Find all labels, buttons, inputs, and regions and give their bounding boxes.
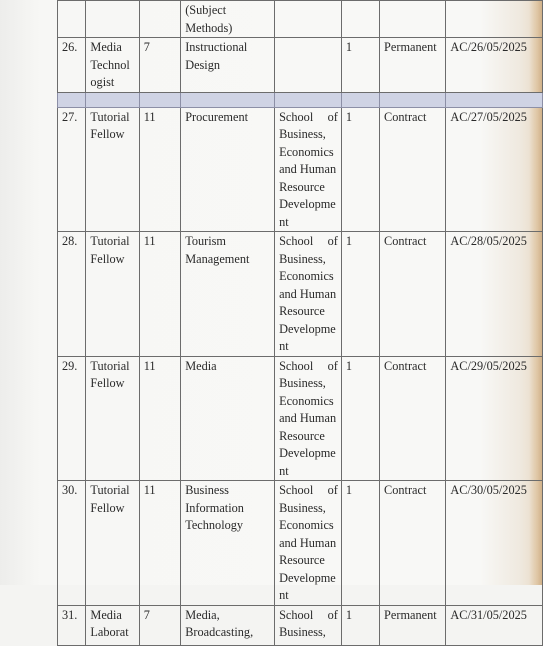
table-row (58, 605, 543, 645)
cell-text: 26. (62, 40, 78, 54)
cell-line: Fellow (90, 500, 125, 515)
cell-line: Laborat (90, 625, 129, 639)
section-divider-band (58, 92, 543, 107)
cell-subject (181, 481, 275, 606)
cell-posts (341, 356, 379, 481)
cell-line: Media, (185, 607, 220, 622)
cell-grade (139, 356, 180, 481)
cell-line: Procurement (185, 109, 249, 124)
cell-line: Technology (185, 518, 244, 532)
cell-text: 11 (143, 483, 156, 497)
cell-line: Technol (90, 57, 130, 72)
divider-cell (139, 92, 180, 107)
cell-no (58, 232, 86, 357)
school-word: of (327, 234, 338, 248)
cell-terms (380, 38, 446, 93)
subject-line: (Subject (185, 3, 227, 17)
cell-text: 1 (345, 483, 353, 497)
table-row (58, 107, 543, 232)
cell-line: Business (185, 483, 229, 497)
cell-line: nt (279, 463, 289, 478)
cell-line: Instructional (185, 40, 248, 54)
table-row (58, 356, 543, 481)
cell-line (279, 233, 338, 251)
cell-grade (139, 232, 180, 357)
cell-line: Information (185, 500, 244, 515)
cell-line: Developme (279, 197, 336, 211)
table-row (58, 38, 543, 93)
school-word: School (279, 483, 314, 497)
cell-line: Business, (279, 625, 326, 639)
cell-grade (139, 1, 180, 38)
cell-posts (341, 481, 379, 606)
cell-line: ogist (90, 75, 115, 89)
cell-ref (446, 356, 543, 481)
cell-ref (446, 38, 543, 93)
cell-posts (341, 232, 379, 357)
cell-ref (446, 1, 543, 38)
cell-text: 1 (345, 40, 353, 54)
cell-text: Contract (384, 109, 427, 124)
cell-text: Contract (384, 483, 427, 497)
cell-line: Fellow (90, 127, 125, 141)
cell-line: nt (279, 339, 289, 353)
cell-text: 29. (62, 358, 78, 373)
cell-text: AC/27/05/2025 (450, 109, 527, 124)
cell-line (279, 109, 338, 127)
cell-school (275, 107, 342, 232)
cell-school (275, 38, 342, 93)
cell-text: AC/28/05/2025 (450, 234, 527, 248)
cell-no (58, 605, 86, 645)
cell-text: 1 (345, 358, 353, 373)
cell-line: and Human (279, 162, 337, 176)
cell-ref (446, 605, 543, 645)
cell-grade (139, 481, 180, 606)
cell-no (58, 356, 86, 481)
cell-text: Permanent (384, 607, 437, 622)
school-word: School (279, 109, 314, 124)
cell-posts (341, 107, 379, 232)
cell-title (86, 38, 139, 93)
cell-line: Media (90, 40, 122, 54)
cell-line: Tourism (185, 234, 226, 248)
cell-text: 1 (345, 607, 353, 622)
cell-no (58, 107, 86, 232)
divider-cell (275, 92, 342, 107)
cell-line: Broadcasting, (185, 625, 254, 639)
cell-posts (341, 1, 379, 38)
cell-text: 7 (143, 607, 150, 622)
cell-line: Business, (279, 376, 326, 390)
cell-subject (181, 232, 275, 357)
cell-grade (139, 38, 180, 93)
cell-terms (380, 481, 446, 606)
vacancy-table (57, 0, 543, 646)
cell-line: Business, (279, 500, 326, 515)
cell-school (275, 481, 342, 606)
cell-grade (139, 107, 180, 232)
cell-line: Economics (279, 269, 334, 283)
divider-cell (446, 92, 543, 107)
cell-line: Tutorial (90, 483, 130, 497)
cell-line (279, 482, 338, 500)
cell-line: Media (90, 607, 122, 622)
cell-title (86, 356, 139, 481)
divider-cell (341, 92, 379, 107)
cell-posts (341, 38, 379, 93)
cell-line: Business, (279, 251, 326, 266)
cell-text: 1 (345, 109, 353, 124)
cell-terms (380, 107, 446, 232)
school-word: of (327, 483, 338, 497)
cell-line: Resource (279, 553, 325, 567)
cell-line: and Human (279, 286, 337, 301)
cell-line: nt (279, 214, 289, 229)
table-row (58, 481, 543, 606)
cell-title (86, 605, 139, 645)
cell-terms (380, 232, 446, 357)
cell-line: Tutorial (90, 109, 130, 124)
cell-subject (181, 605, 275, 645)
cell-line: Economics (279, 144, 334, 159)
cell-line: Resource (279, 179, 325, 194)
divider-cell (86, 92, 139, 107)
cell-grade (139, 605, 180, 645)
school-word: of (327, 109, 338, 124)
cell-title (86, 1, 139, 38)
cell-line: Tutorial (90, 234, 130, 248)
cell-text: AC/31/05/2025 (450, 607, 527, 622)
cell-text: 31. (62, 607, 78, 622)
cell-title (86, 481, 139, 606)
cell-line: Economics (279, 393, 334, 408)
cell-line: Media (185, 358, 217, 373)
cell-subject (181, 356, 275, 481)
cell-text: 1 (345, 234, 353, 248)
cell-line: Tutorial (90, 358, 130, 373)
cell-text: 27. (62, 109, 78, 124)
divider-cell (380, 92, 446, 107)
cell-subject (181, 38, 275, 93)
cell-title (86, 232, 139, 357)
cell-school (275, 232, 342, 357)
cell-line: and Human (279, 411, 337, 425)
school-word: School (279, 234, 314, 248)
cell-school (275, 1, 342, 38)
cell-line: Resource (279, 304, 325, 318)
cell-text: 30. (62, 483, 78, 497)
cell-ref (446, 107, 543, 232)
cell-text: Permanent (384, 40, 437, 54)
divider-cell (58, 92, 86, 107)
cell-text: 7 (143, 40, 150, 54)
cell-ref (446, 232, 543, 357)
school-word: of (327, 607, 338, 622)
cell-line: nt (279, 588, 289, 602)
school-word: School (279, 358, 314, 373)
cell-no (58, 1, 86, 38)
cell-line: Fellow (90, 251, 125, 266)
cell-line: Design (185, 57, 221, 72)
cell-school (275, 605, 342, 645)
cell-line: Developme (279, 446, 336, 460)
school-word: of (327, 358, 338, 373)
cell-terms (380, 605, 446, 645)
cell-text: AC/29/05/2025 (450, 358, 527, 373)
school-word: School (279, 607, 314, 622)
cell-line: and Human (279, 535, 337, 550)
cell-terms (380, 1, 446, 38)
subject-line: Methods) (185, 20, 233, 35)
cell-text: AC/26/05/2025 (450, 40, 527, 54)
cell-school (275, 356, 342, 481)
cell-subject (181, 107, 275, 232)
table-row-continued (58, 1, 543, 38)
cell-text: 11 (143, 234, 156, 248)
cell-line: Management (185, 251, 250, 266)
cell-line (279, 607, 338, 625)
cell-ref (446, 481, 543, 606)
table-row (58, 232, 543, 357)
cell-text: Contract (384, 234, 427, 248)
cell-line: Resource (279, 428, 325, 443)
cell-no (58, 481, 86, 606)
cell-no (58, 38, 86, 93)
divider-cell (181, 92, 275, 107)
cell-line: Developme (279, 570, 336, 585)
cell-posts (341, 605, 379, 645)
cell-text: Contract (384, 358, 427, 373)
cell-text: 11 (143, 109, 156, 124)
cell-subject (181, 1, 275, 38)
cell-line (279, 358, 338, 376)
cell-text: AC/30/05/2025 (450, 483, 527, 497)
cell-line: Developme (279, 321, 336, 336)
cell-line: Business, (279, 127, 326, 141)
cell-terms (380, 356, 446, 481)
cell-title (86, 107, 139, 232)
cell-line: Fellow (90, 376, 125, 390)
cell-text: 28. (62, 234, 78, 248)
cell-line: Economics (279, 518, 334, 532)
cell-text: 11 (143, 358, 156, 373)
